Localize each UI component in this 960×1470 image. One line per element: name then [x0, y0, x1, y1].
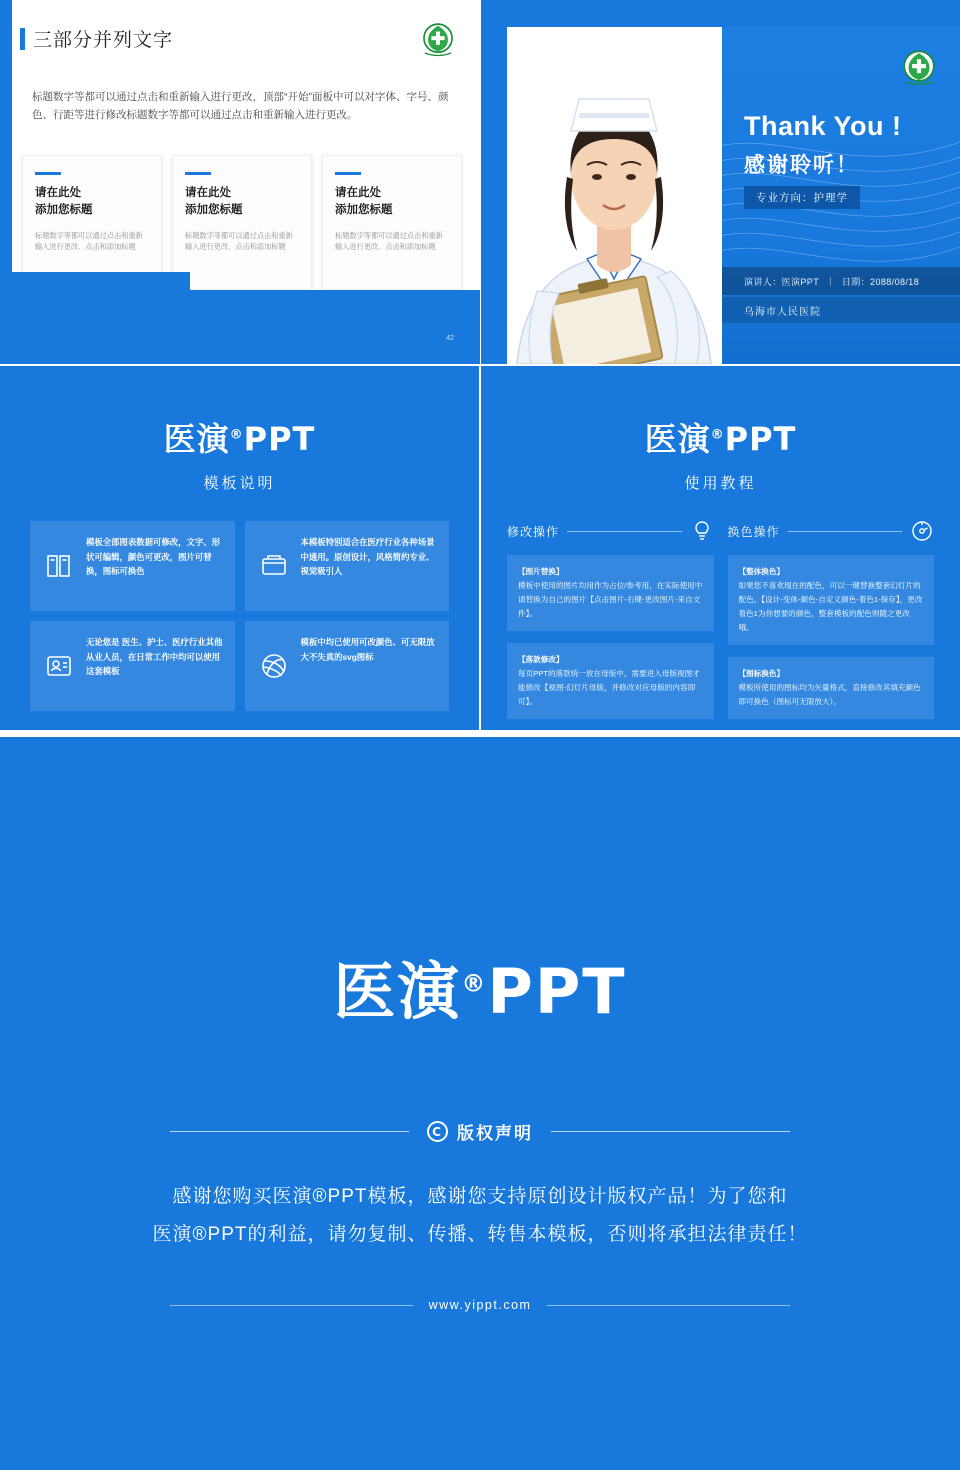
block-body: 如果您不喜欢现在的配色，可以一键替换整套幻灯片的配色。【设计-变体-颜色-自定义颜色-着色1-保存】，更改着色1为你想要的颜色，整套模板的配色则随之更改哦。 [738, 581, 923, 633]
card-rule [185, 172, 211, 175]
tutorial-block [728, 657, 935, 719]
url-divider [170, 1298, 790, 1312]
brand-wordmark-large [0, 942, 960, 1031]
nurse-photo [507, 27, 722, 364]
tutorial-block [507, 643, 714, 719]
divider-line [551, 1131, 790, 1132]
card-title: 请在此处 添加您标题 [335, 187, 393, 217]
thank-you-panel [507, 27, 960, 364]
slide1-description: 标题数字等都可以通过点击和重新输入进行更改，顶部“开始”面板中可以对字体、字号、颜色、行距等进行修改标题数字等都可以通过点击和重新输入进行更改。 [32, 91, 449, 122]
header-rule [788, 531, 902, 532]
brand-registered-mark: ® [229, 427, 244, 443]
brand-registered-mark: ® [710, 427, 725, 443]
tutorial-columns [507, 519, 934, 719]
brand-ppt: PPT [487, 955, 627, 1028]
block-body: 模板中使用的图片均用作为占位/参考用，在实际使用中请替换为自己的图片【点击图片-右键-更改图片-来自文件】。 [518, 581, 703, 619]
slide1-blue-notch [0, 272, 190, 290]
slide-copyright [0, 737, 960, 1470]
card-body: 标题数字等都可以通过点击和重新输入进行更改．点击和添加标题 [35, 230, 143, 252]
separator: | [829, 276, 832, 286]
brand-wordmark [481, 414, 960, 460]
page-number: 42 [446, 335, 454, 342]
slide1-blue-footer [0, 290, 480, 364]
tutorial-column [507, 519, 714, 719]
copyright-statement [140, 1178, 820, 1254]
column-header [507, 519, 714, 543]
tutorial-block [507, 555, 714, 631]
card-rule [35, 172, 61, 175]
thank-you-content [722, 27, 960, 364]
feature-cell [30, 621, 235, 711]
block-body: 模板所使用的图标均为矢量格式，直接修改其填充颜色即可换色（图标可无限放大）。 [738, 683, 921, 707]
title-accent-mark [20, 28, 25, 50]
copyright-divider [170, 1119, 790, 1144]
copyright-label-group [427, 1119, 533, 1144]
hospital-cross-logo-icon [418, 20, 458, 58]
brand-registered-mark: ® [461, 969, 488, 998]
block-heading: 【落款修改】 [518, 655, 564, 665]
column-title: 换色操作 [727, 524, 780, 539]
copyright-icon: C [427, 1121, 448, 1142]
feature-text: 无论您是 医生、护士、医疗行业其他从业人员，在日常工作中均可以使用这套模板 [86, 637, 223, 677]
slide-thank-you [481, 0, 960, 364]
divider-line [170, 1131, 409, 1132]
speaker-bar [722, 267, 960, 295]
column-title: 修改操作 [507, 524, 560, 539]
header-rule [567, 531, 681, 532]
info-card[interactable] [322, 155, 462, 290]
card-rule [335, 172, 361, 175]
dribbble-icon [257, 635, 291, 697]
feature-grid [30, 521, 449, 711]
card-body: 标题数字等都可以通过点击和重新输入进行更改．点击和添加标题 [335, 230, 443, 252]
tutorial-block [728, 555, 935, 645]
tutorial-column [728, 519, 935, 719]
divider-line [170, 1305, 413, 1306]
statement-line-2: 医演®PPT的利益，请勿复制、传播、转售本模板，否则将承担法律责任！ [152, 1224, 808, 1245]
hospital-label: 乌海市人民医院 [722, 297, 960, 323]
block-heading: 【图片替换】 [518, 567, 564, 576]
user-card-icon [42, 635, 76, 697]
thank-you-heading-en: Thank You ! [744, 111, 902, 141]
feature-text: 本模板特别适合在医疗行业各种场景中通用。原创设计，风格简约专业、视觉吸引人 [300, 537, 435, 577]
website-url[interactable]: www.yippt.com [428, 1298, 532, 1312]
copyright-label: 版权声明 [457, 1124, 533, 1143]
statement-line-1: 感谢您购买医演®PPT模板，感谢您支持原创设计版权产品！为了您和 [172, 1186, 788, 1207]
slide3-subtitle: 模板说明 [203, 475, 276, 492]
brand-cn: 医演 [333, 955, 462, 1028]
feature-cell [245, 521, 450, 611]
slide1-card-row [22, 155, 462, 290]
brand-ppt: PPT [243, 420, 316, 458]
divider-line [547, 1305, 790, 1306]
card-body: 标题数字等都可以通过点击和重新输入进行更改．点击和添加标题 [185, 230, 293, 252]
slide-usage-tutorial [481, 366, 960, 730]
slide4-subtitle: 使用教程 [684, 475, 757, 492]
book-icon [42, 535, 76, 597]
thank-you-heading-cn: 感谢聆听！ [744, 154, 859, 177]
brand-cn: 医演 [163, 420, 230, 458]
brand-cn: 医演 [644, 420, 711, 458]
slide1-title: 三部分并列文字 [33, 30, 174, 51]
card-title: 请在此处 添加您标题 [185, 187, 243, 217]
palette-icon [910, 519, 934, 543]
card-title: 请在此处 添加您标题 [35, 187, 93, 217]
brand-wordmark [0, 414, 479, 460]
block-heading: 【图标换色】 [738, 669, 785, 679]
feature-cell [30, 521, 235, 611]
feature-text: 模板中均已使用可改颜色、可无限放大不失真的svg图标 [300, 637, 435, 662]
column-header [728, 519, 935, 543]
lightbulb-icon [690, 519, 714, 543]
feature-cell [245, 621, 450, 711]
speaker-label: 演讲人：医演PPT [744, 276, 820, 287]
block-heading: 【整体换色】 [738, 567, 785, 576]
brand-ppt: PPT [724, 420, 797, 458]
folder-icon [257, 535, 291, 597]
major-badge: 专业方向：护理学 [744, 186, 860, 209]
feature-text: 模板全部图表数据可修改，文字、形状可编辑，颜色可更改，图片可替换，图标可换色 [86, 537, 220, 577]
hospital-cross-logo-icon [898, 47, 940, 87]
info-card[interactable] [172, 155, 312, 290]
slide-template-description [0, 366, 479, 730]
slide-three-column-text [0, 0, 480, 364]
block-body: 每页PPT的落款统一放在母版中，需要进入母版视图才能修改【视图-幻灯片母版，并修改对应母版的内容即可】。 [518, 669, 700, 707]
date-label: 日期：2088/08/18 [841, 276, 920, 287]
info-card[interactable] [22, 155, 162, 290]
